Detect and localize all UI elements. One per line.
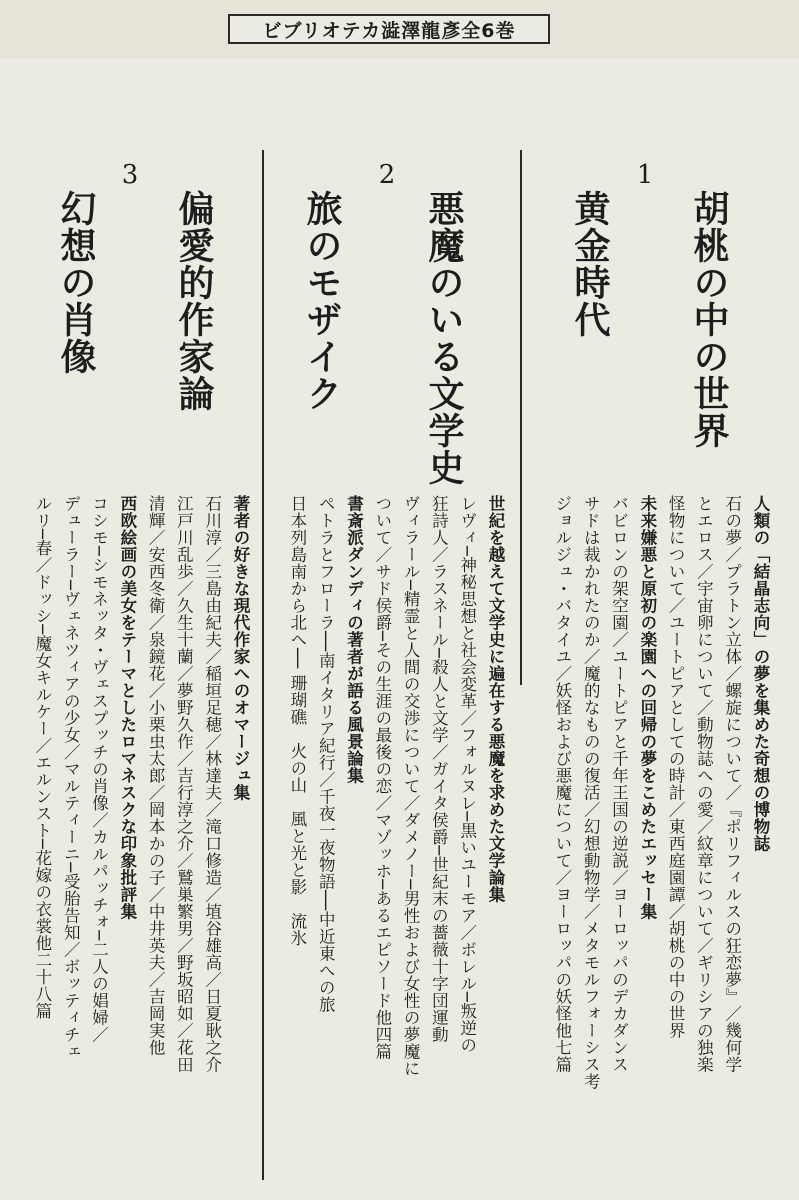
- volume-number: 3: [121, 160, 139, 190]
- volume-number: 2: [378, 160, 396, 190]
- contents-line: 狂詩人／ラスネール─殺人と文学／ガイタ侯爵─世紀末の薔薇十字団運動: [429, 495, 449, 1043]
- volume-title: 黄金時代: [569, 190, 610, 338]
- contents-line: ジョルジュ・バタイユ／妖怪および悪魔について／ヨーロッパの妖怪他七篇: [552, 495, 572, 1073]
- contents-volume-3: [28, 495, 254, 1185]
- contents-line: 怪物について／ユートピアとしての時計／東西庭園譚／胡桃の中の世界: [666, 495, 686, 1039]
- series-title: ビブリオテカ澁澤龍彥全6巻: [228, 14, 550, 44]
- contents-line: コシモ─シモネッタ・ヴェスプッチの肖像／カルパッチォ─二人の娼婦／: [89, 495, 109, 1043]
- contents-lead: 人類の「結晶志向」の夢を集めた奇想の博物誌: [751, 495, 770, 852]
- contents-lead: 未来嫌悪と原初の楽園への回帰の夢をこめたエッセー集: [637, 495, 657, 920]
- contents-volume-1: [548, 495, 774, 1185]
- contents-line: ついて／サド侯爵─その生涯の最後の恋／マゾッホ─あるエピソード他四篇: [372, 495, 392, 1060]
- contents-volume-2: [283, 495, 509, 1185]
- contents-line: ルリ─春／ドッシ─魔女キルケー／エルンスト─花嫁の衣裳他二十八篇: [32, 495, 52, 1020]
- volume-title: 幻想の肖像: [55, 190, 96, 375]
- contents-lead: 書斎派ダンディの著者が語る風景論集: [344, 495, 364, 784]
- volume-divider: [520, 150, 522, 685]
- contents-line: バビロンの架空園／ユートピアと千年王国の逆説／ヨーロッパのデカダンス: [609, 495, 629, 1073]
- volume-title: 偏愛的作家論: [173, 190, 214, 412]
- contents-line: 江戸川乱歩／久生十蘭／夢野久作／吉行淳之介／鷲巣繁男／野坂昭如／花田: [174, 495, 194, 1073]
- volume-title: 悪魔のいる文学史: [423, 190, 464, 486]
- contents-line: サドは裁かれたのか／魔的なものの復活／幻想動物学／メタモルフォーシス考: [581, 495, 601, 1090]
- volume-title: 旅のモザイク: [301, 190, 342, 412]
- contents-line: 石の夢／プラトン立体／螺旋について／『ポリフィルスの狂恋夢』／幾何学: [722, 495, 742, 1073]
- volume-number: 1: [636, 160, 654, 190]
- contents-line: レヴィ─神秘思想と社会変革／フォルヌレ─黒いユーモア／ボレル─叛逆の: [457, 495, 477, 1054]
- volume-title: 胡桃の中の世界: [688, 190, 729, 449]
- volume-divider: [262, 150, 264, 1180]
- contents-line: ペトラとフローラ──南イタリア紀行／千夜一夜物語──中近東への旅: [316, 495, 336, 1013]
- contents-line: ヴィラール─精霊と人間の交渉について／ダメノー─男性および女性の夢魔に: [401, 495, 421, 1077]
- contents-line: 石川淳／三島由紀夫／稲垣足穂／林達夫／滝口修造／埴谷雄高／日夏耿之介: [202, 495, 222, 1073]
- contents-line: 清輝／安西冬衛／泉鏡花／小栗虫太郎／岡本かの子／中井英夫／吉岡実他: [146, 495, 166, 1056]
- contents-line: とエロス／宇宙卵について／動物誌への愛／紋章について／ギリシアの独楽: [694, 495, 714, 1073]
- contents-lead: 西欧絵画の美女をテーマとしたロマネスクな印象批評集: [117, 495, 137, 920]
- contents-line: デューラー─ヴェネツィアの少女／マルティーニ─受胎告知／ボッティチェ: [61, 495, 81, 1060]
- contents-lead: 世紀を越えて文学史に遍在する悪魔を求めた文学論集: [486, 495, 505, 903]
- contents-line: 日本列島南から北へ── 珊瑚礁 火の山 風と光と影 流氷: [287, 495, 307, 947]
- contents-lead: 著者の好きな現代作家へのオマージュ集: [231, 495, 250, 801]
